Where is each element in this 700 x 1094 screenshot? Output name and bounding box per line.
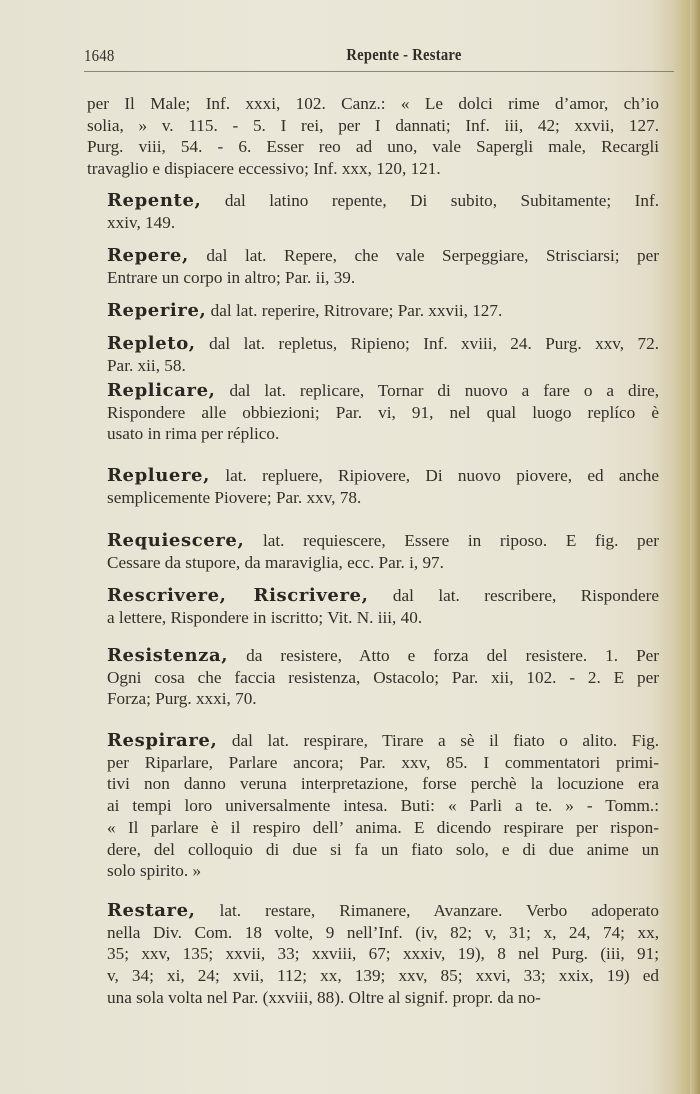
text-line <box>87 943 659 965</box>
text-line <box>87 752 659 774</box>
dictionary-entry <box>87 380 659 445</box>
entry-text: dal lat. Repere, che vale Serpeggiare, Strisciarsi; per <box>206 246 659 265</box>
headword: Rescrivere, Riscrivere, <box>107 585 369 606</box>
header-rule <box>84 71 674 72</box>
text-line <box>87 267 659 289</box>
entry-text: xxiv, 149. <box>107 212 176 232</box>
headword: Repleto, <box>107 333 196 354</box>
entry-text: lat. repluere, Ripiovere, Di nuovo piovere, ed anche <box>225 466 659 485</box>
entry-text: nella Div. Com. 18 volte, 9 nell’Inf. (iv, 82; v, 31; x, 24, 74; xx, <box>107 922 659 942</box>
page-edge <box>690 0 700 1094</box>
dictionary-entry <box>87 245 659 288</box>
text-line <box>87 839 659 861</box>
entry-text: Forza; Purg. xxxi, 70. <box>107 689 257 709</box>
dictionary-entry <box>87 333 659 376</box>
dictionary-entry <box>87 645 659 710</box>
entry-text: dere, del colloquio di due si fa un fiato solo, e di due anime un <box>107 839 659 859</box>
text-line <box>87 402 659 424</box>
entry-text: 35; xxv, 135; xxvii, 33; xxviii, 67; xxxiv, 19), 8 nel Purg. (iii, 91; <box>107 944 659 964</box>
text-line <box>87 688 659 710</box>
entry-text: per Riparlare, Parlare ancora; Par. xxv, 85. I commentatori primi- <box>107 752 659 772</box>
text-line: Purg. viii, 54. - 6. Esser reo ad uno, vale Sapergli male, Recargli <box>87 137 659 157</box>
text-line <box>87 667 659 689</box>
entry-text: dal latino repente, Di subito, Subitamente; Inf. <box>224 191 659 210</box>
dictionary-entry <box>87 585 659 628</box>
entry-text: solo spirito. » <box>107 861 202 881</box>
text-line <box>87 795 659 817</box>
headword: Replicare, <box>107 380 216 401</box>
text-line <box>87 300 659 322</box>
dictionary-entry <box>87 530 659 573</box>
text-line <box>87 817 659 839</box>
headword: Resistenza, <box>107 645 229 666</box>
text-line <box>87 380 659 402</box>
text-line <box>87 965 659 987</box>
continuation-paragraph <box>87 93 659 180</box>
text-line <box>87 333 659 355</box>
entry-text: tivi non danno veruna interpretazione, forse perchè la locuzione era <box>107 774 659 794</box>
text-line: travaglio e dispiacere eccessivo; Inf. xxx, 120, 121. <box>87 159 441 179</box>
text-line <box>87 190 659 212</box>
headword: Requiescere, <box>107 530 245 551</box>
dictionary-entry <box>87 300 659 322</box>
text-line: per Il Male; Inf. xxxi, 102. Canz.: « Le dolci rime d’amor, ch’io <box>87 94 659 113</box>
text-line <box>87 860 659 882</box>
dictionary-entry <box>87 900 659 1009</box>
entry-text: ai tempi loro universalmente intesa. Buti: « Parli a te. » - Tomm.: <box>107 796 659 816</box>
text-line <box>87 423 659 445</box>
entry-text: Ogni cosa che faccia resistenza, Ostacolo; Par. xii, 102. - 2. E per <box>107 667 659 687</box>
headword: Repluere, <box>107 465 210 486</box>
text-line <box>87 245 659 267</box>
headword: Reperire, <box>107 300 207 321</box>
text-line <box>87 730 659 752</box>
dictionary-entry <box>87 465 659 508</box>
text-line <box>87 987 659 1009</box>
text-line <box>87 922 659 944</box>
entry-text: dal lat. replicare, Tornar di nuovo a fare o a dire, <box>229 381 659 400</box>
entry-text: Cessare da stupore, da maraviglia, ecc. Par. i, 97. <box>107 552 444 572</box>
text-line <box>87 585 659 607</box>
headword: Respirare, <box>107 730 218 751</box>
text-line <box>87 607 659 629</box>
entry-text: Entrare un corpo in altro; Par. ii, 39. <box>107 267 356 287</box>
page-header <box>84 44 676 72</box>
entry-text: v, 34; xi, 24; xvii, 112; xx, 139; xxv, 85; xxvi, 33; xxix, 19) ed <box>107 966 659 986</box>
headword: Repente, <box>107 190 202 211</box>
entry-text: usato in rima per réplico. <box>107 424 280 444</box>
headword: Restare, <box>107 900 196 921</box>
entry-text: una sola volta nel Par. (xxviii, 88). Oltre al signif. propr. da no- <box>107 987 541 1007</box>
text-line <box>87 552 659 574</box>
entry-text: dal lat. reperire, Ritrovare; Par. xxvii, 127. <box>210 301 503 320</box>
entry-text: lat. restare, Rimanere, Avanzare. Verbo adoperato <box>219 901 659 920</box>
text-line <box>87 355 659 377</box>
text-line <box>87 645 659 667</box>
entry-text: dal lat. respirare, Tirare a sè il fiato o alito. Fig. <box>231 731 660 750</box>
text-line <box>87 530 659 552</box>
text-line <box>87 773 659 795</box>
entry-text: a lettere, Rispondere in iscritto; Vit. N. iii, 40. <box>107 607 423 627</box>
entry-text: da resistere, Atto e forza del resistere. 1. Per <box>246 646 660 665</box>
text-line <box>87 212 659 234</box>
text-line <box>87 487 659 509</box>
text-line <box>87 465 659 487</box>
text-line: solia, » v. 115. - 5. I rei, per I dannati; Inf. iii, 42; xxvii, 127. <box>87 115 659 135</box>
page-number: 1648 <box>84 46 115 65</box>
entry-text: semplicemente Piovere; Par. xxv, 78. <box>107 487 362 507</box>
dictionary-entry <box>87 730 659 882</box>
entry-text: dal lat. rescribere, Rispondere <box>392 586 659 605</box>
entry-text: Par. xii, 58. <box>107 355 186 375</box>
text-line <box>87 900 659 922</box>
dictionary-text <box>87 93 659 1083</box>
headword: Repere, <box>107 245 189 266</box>
entry-text: dal lat. repletus, Ripieno; Inf. xviii, 24. Purg. xxv, 72. <box>209 334 660 353</box>
dictionary-entry <box>87 190 659 233</box>
entry-text: Rispondere alle obbiezioni; Par. vi, 91, nel qual luogo replíco è <box>107 402 659 422</box>
running-title: Repente - Restare <box>346 45 462 64</box>
entry-text: lat. requiescere, Essere in riposo. E fig. per <box>263 531 660 550</box>
entry-text: « Il parlare è il respiro dell’ anima. E dicendo respirare per rispon- <box>107 817 659 837</box>
